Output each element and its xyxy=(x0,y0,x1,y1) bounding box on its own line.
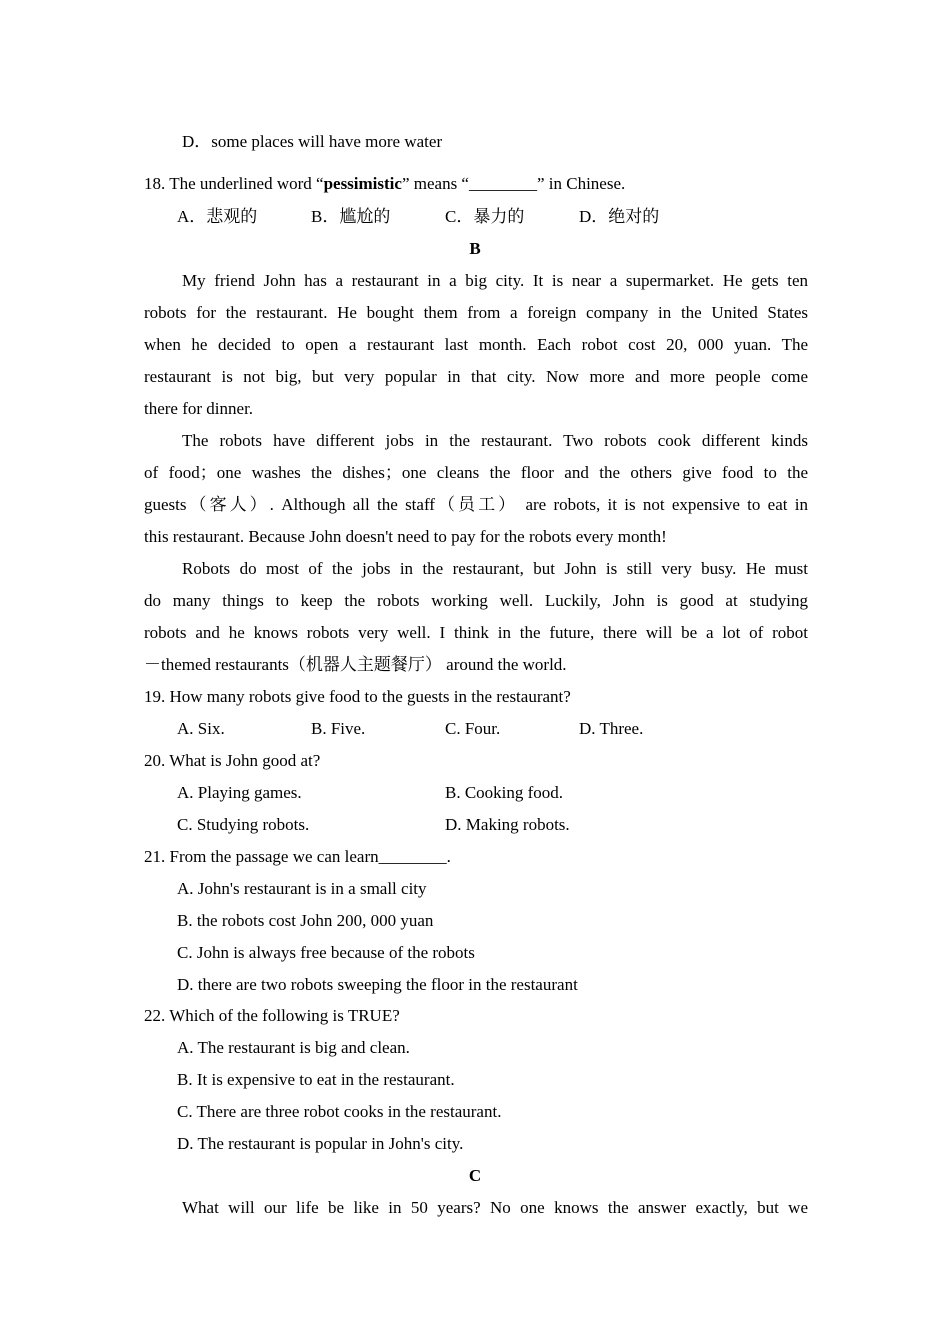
q17-option-d: D．some places will have more water xyxy=(182,132,443,151)
section-b-para3-line3: robots and he knows robots very well. I think in the future, there will be a lot of robot xyxy=(144,623,808,642)
section-b-para1-line2: robots for the restaurant. He bought them from a foreign company in the United States xyxy=(144,303,808,322)
section-b-para2-line2: of food；one washes the dishes；one cleans the floor and the others give food to the xyxy=(144,463,808,482)
section-b-para2-line3: guests（客人）. Although all the staff（员工） are robots, it is not expensive to eat in xyxy=(144,495,808,514)
section-b-para1-line5: there for dinner. xyxy=(144,399,254,418)
q19-option-d: D. Three. xyxy=(579,719,644,738)
section-b-para1-line3: when he decided to open a restaurant last month. Each robot cost 20, 000 yuan. The xyxy=(144,335,808,354)
section-b-para3-line4: －themed restaurants（机器人主题餐厅） around the world. xyxy=(144,655,567,674)
section-c-heading: C xyxy=(468,1166,482,1185)
section-b-para1-line1: My friend John has a restaurant in a big city. It is near a supermarket. He gets ten xyxy=(182,271,808,290)
q18-keyword: pessimistic xyxy=(323,174,402,193)
q18-option-b: B．尴尬的 xyxy=(311,207,391,226)
q21-option-c: C. John is always free because of the robots xyxy=(177,943,475,962)
section-b-heading: B xyxy=(469,239,481,258)
q22-option-a: A. The restaurant is big and clean. xyxy=(177,1038,410,1057)
q18-option-d: D．绝对的 xyxy=(579,207,660,226)
q18-prefix: 18. The underlined word “ xyxy=(144,174,324,193)
q21-option-a: A. John's restaurant is in a small city xyxy=(177,879,427,898)
section-b-para3-line1: Robots do most of the jobs in the restaurant, but John is still very busy. He must xyxy=(182,559,808,578)
q21-option-b: B. the robots cost John 200, 000 yuan xyxy=(177,911,434,930)
q18-question xyxy=(144,173,625,195)
q19-option-a: A. Six. xyxy=(177,719,225,738)
q21-question: 21. From the passage we can learn________. xyxy=(144,847,451,866)
q20-option-b: B. Cooking food. xyxy=(445,783,564,802)
section-b-para1-line4: restaurant is not big, but very popular in that city. Now more and more people come xyxy=(144,367,808,386)
section-c-para1-line1: What will our life be like in 50 years? No one knows the answer exactly, but we xyxy=(182,1198,808,1217)
q22-question: 22. Which of the following is TRUE? xyxy=(144,1006,400,1025)
q18-option-c: C．暴力的 xyxy=(445,207,525,226)
q21-option-d: D. there are two robots sweeping the floor in the restaurant xyxy=(177,975,578,994)
q20-option-c: C. Studying robots. xyxy=(177,815,310,834)
q22-option-c: C. There are three robot cooks in the restaurant. xyxy=(177,1102,502,1121)
section-b-para3-line2: do many things to keep the robots working well. Luckily, John is good at studying xyxy=(144,591,808,610)
section-b-para2-line1: The robots have different jobs in the restaurant. Two robots cook different kinds xyxy=(182,431,808,450)
q18-option-a: A．悲观的 xyxy=(177,207,258,226)
q19-question: 19. How many robots give food to the guests in the restaurant? xyxy=(144,687,571,706)
q19-option-c: C. Four. xyxy=(445,719,501,738)
q22-option-b: B. It is expensive to eat in the restaurant. xyxy=(177,1070,455,1089)
section-b-para2-line4: this restaurant. Because John doesn't need to pay for the robots every month! xyxy=(144,527,667,546)
q20-option-a: A. Playing games. xyxy=(177,783,302,802)
q22-option-d: D. The restaurant is popular in John's city. xyxy=(177,1134,464,1153)
q20-option-d: D. Making robots. xyxy=(445,815,570,834)
q18-suffix: ” means “________” in Chinese. xyxy=(401,174,626,193)
q20-question: 20. What is John good at? xyxy=(144,751,321,770)
q19-option-b: B. Five. xyxy=(311,719,366,738)
